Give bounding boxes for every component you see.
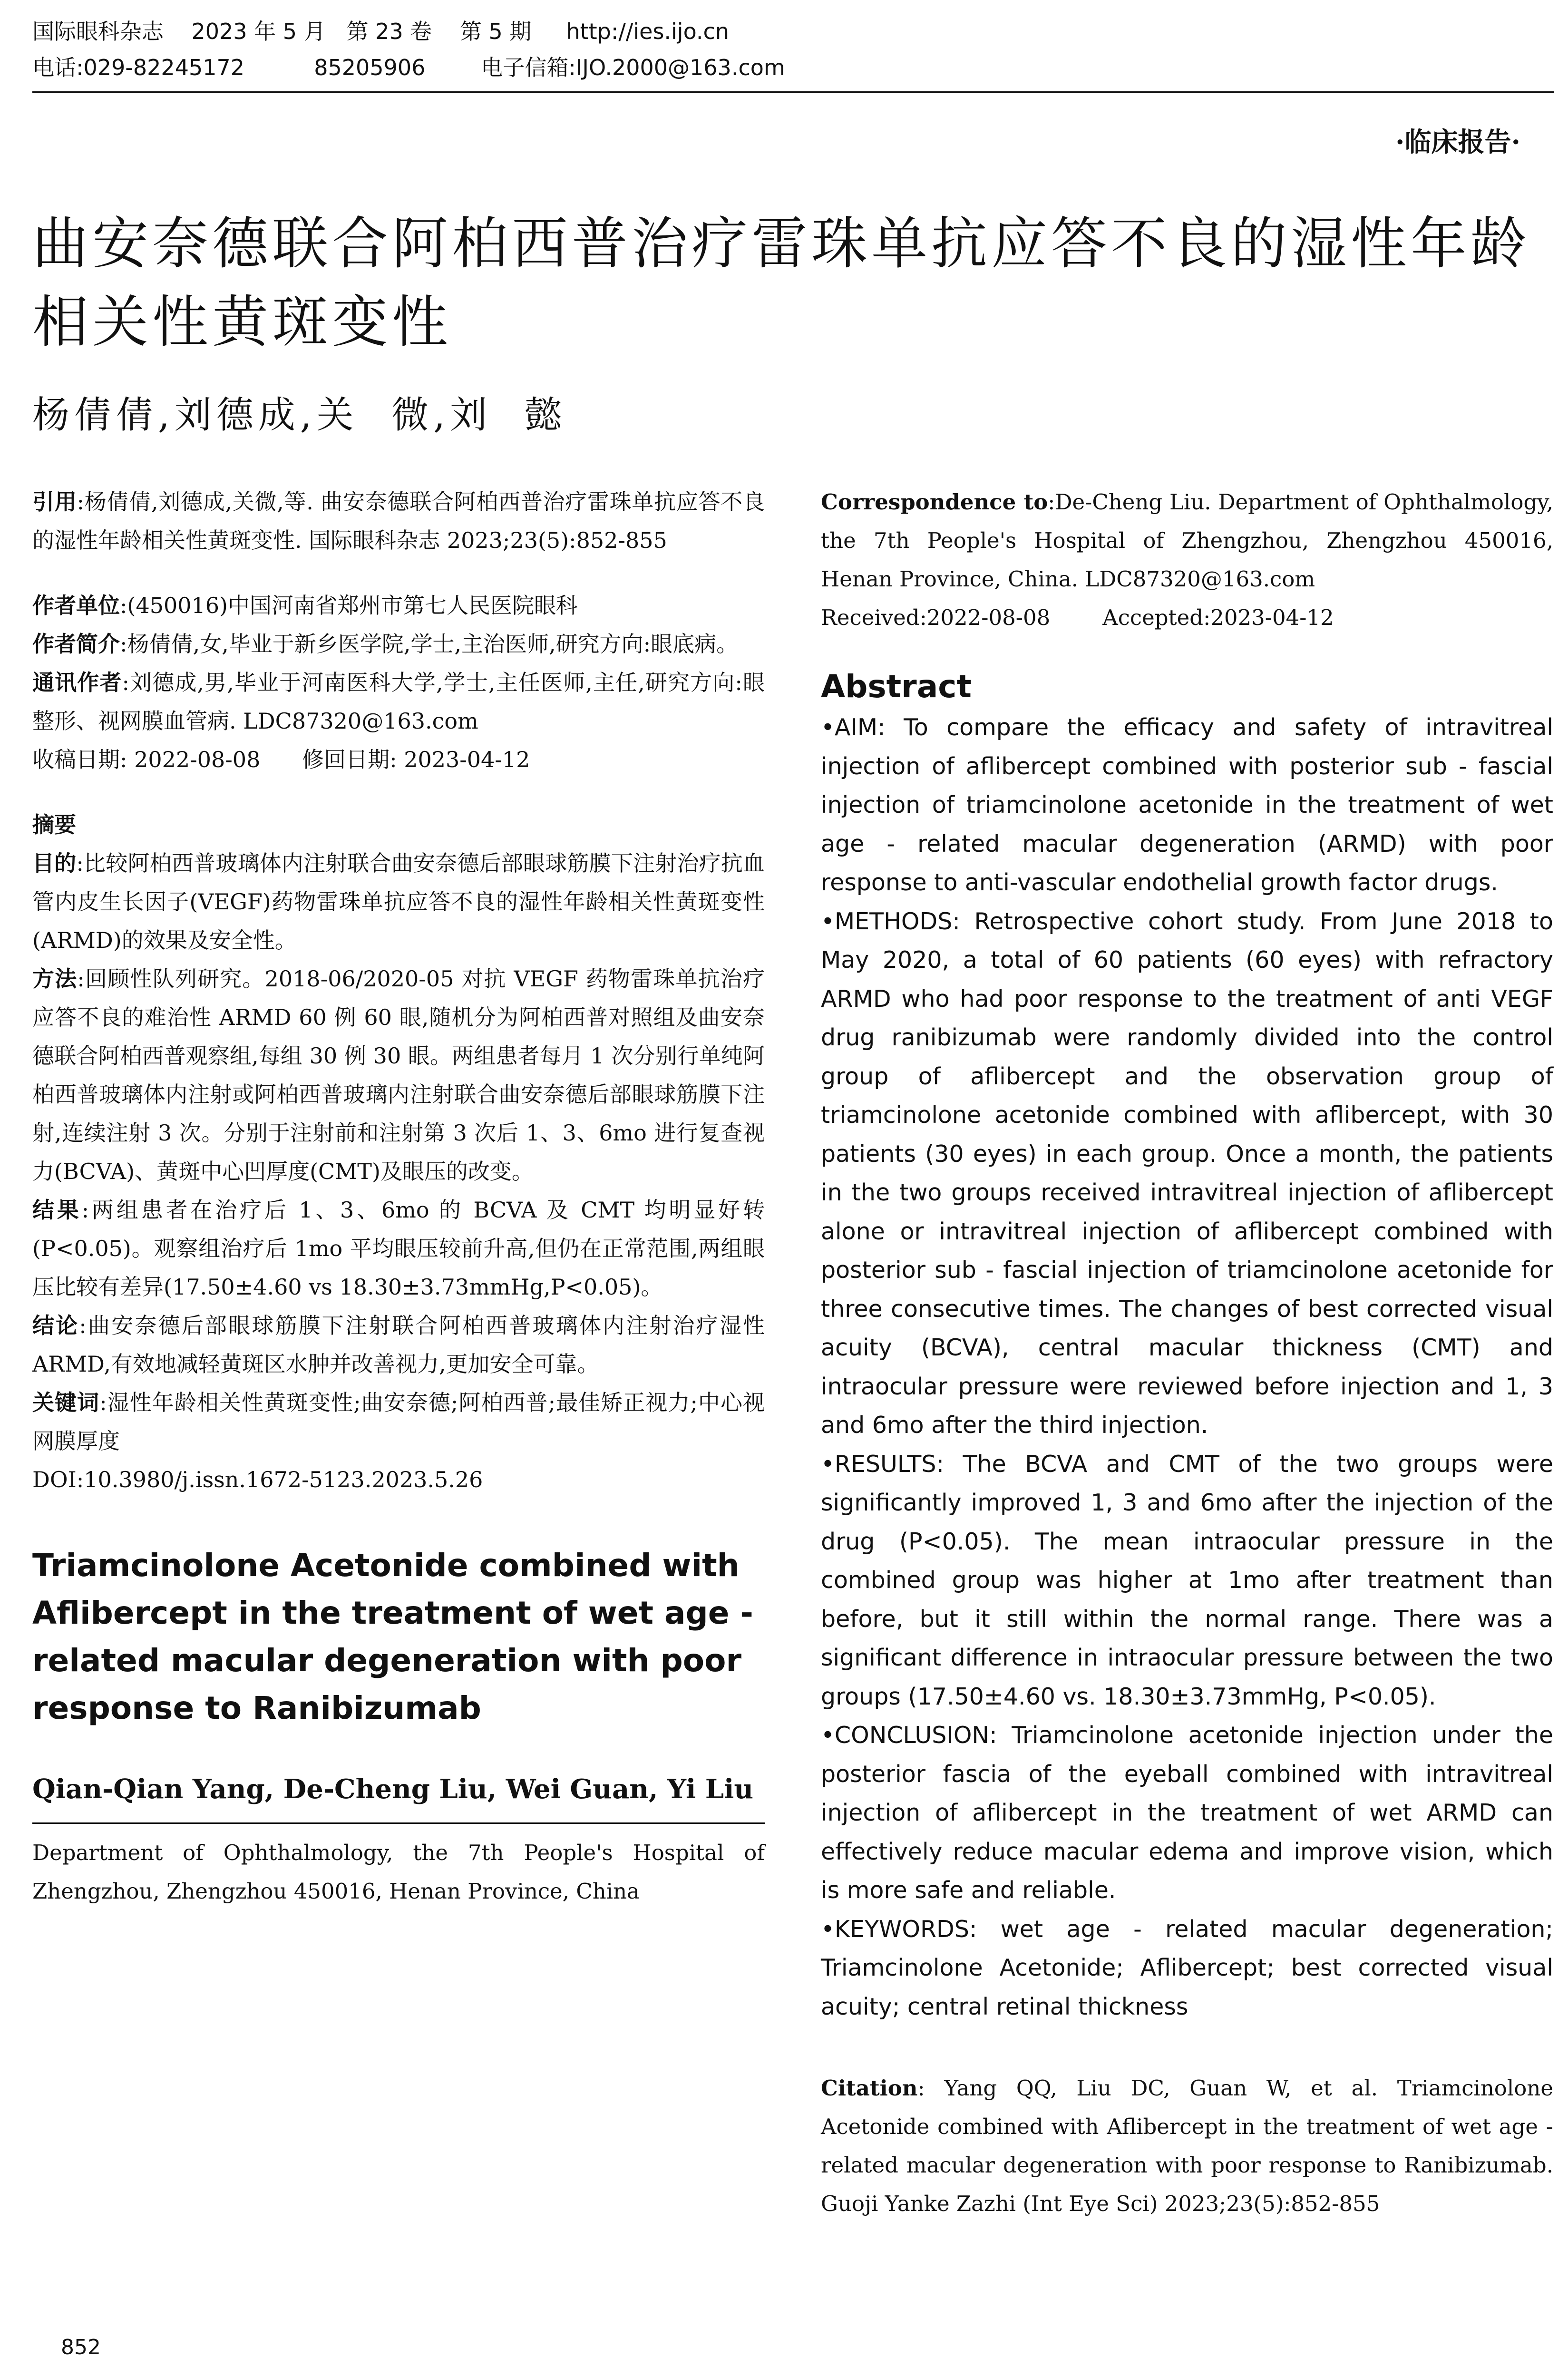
- accepted-date: Accepted:2023-04-12: [1102, 605, 1334, 630]
- aim-en-label: AIM: [834, 714, 878, 741]
- keywords-cn-label: 关键词: [32, 1390, 100, 1415]
- abstract-cn-results: [32, 1191, 765, 1306]
- citation-en-label: Citation: [821, 2075, 918, 2101]
- results-cn-label: 结果: [32, 1197, 82, 1223]
- conclusion-en-text: : Triamcinolone acetonide injection under the posterior fascia of the eyeball combined with intravitreal injection of aflibercept in the treatment of wet ARMD can effectively reduce macular edema and improve vision, which is more safe and reliable.: [821, 1722, 1553, 1904]
- abstract-cn-conclusion: [32, 1306, 765, 1383]
- methods-en-text: : Retrospective cohort study. From June 2018 to May 2020, a total of 60 patients (60 eyes) with refractory ARMD who had poor response to the treatment of anti VEGF drug ranibizumab were randomly divided into the control group of aflibercept and the observation group of triamcinolone acetonide combined with aflibercept, with 30 patients (30 eyes) in each group. Once a month, the patients in the two groups received intravitreal injection of aflibercept alone or intravitreal injection of aflibercept combined with posterior sub - fascial injection of triamcinolone acetonide for three consecutive times. The changes of best corrected visual acuity (BCVA), central macular thickness (CMT) and intraocular pressure were reviewed before injection and 1, 3 and 6mo after the third injection.: [821, 907, 1553, 1439]
- abstract-cn-keywords: [32, 1383, 765, 1461]
- received-accepted: [821, 598, 1553, 637]
- abstract-cn-heading: 摘要: [32, 812, 76, 838]
- bio-cn: [32, 625, 765, 663]
- corresponding-cn-label: 通讯作者: [32, 670, 122, 695]
- correspondence-en: [821, 483, 1553, 598]
- conclusion-cn-text: :曲安奈德后部眼球筋膜下注射联合阿柏西普玻璃体内注射治疗湿性 ARMD,有效地减轻黄斑区水肿并改善视力,更加安全可靠。: [32, 1313, 765, 1377]
- abstract-en-methods: [821, 902, 1553, 1445]
- results-en-label: RESULTS: [834, 1450, 936, 1478]
- right-column: [821, 483, 1553, 2223]
- results-en-text: : The BCVA and CMT of the two groups were significantly improved 1, 3 and 6mo after the injection of the drug (P<0.05). The mean intraocular pressure in the combined group was higher at 1mo after treatment than before, but it still within the normal range. There was a significant difference in intraocular pressure between the two groups (17.50±4.60 vs. 18.30±3.73mmHg, P<0.05).: [821, 1450, 1553, 1710]
- keywords-cn-text: :湿性年龄相关性黄斑变性;曲安奈德;阿柏西普;最佳矫正视力;中心视网膜厚度: [32, 1390, 765, 1454]
- abstract-en-aim: [821, 708, 1553, 902]
- received-date: Received:2022-08-08: [821, 605, 1051, 630]
- conclusion-cn-label: 结论: [32, 1313, 79, 1338]
- bio-cn-label: 作者简介: [32, 631, 120, 657]
- journal-header-line2: 电话:029-82245172 85205906 电子信箱:IJO.2000@163.com: [32, 55, 785, 80]
- abstract-en-conclusion: [821, 1716, 1553, 1910]
- abstract-en-results: [821, 1445, 1553, 1716]
- affiliation-cn: [32, 586, 765, 625]
- bio-cn-text: :杨倩倩,女,毕业于新乡医学院,学士,主治医师,研究方向:眼底病。: [120, 631, 739, 657]
- authors-en: Qian-Qian Yang, De-Cheng Liu, Wei Guan, Yi Liu: [32, 1773, 754, 1805]
- keywords-en-text: : wet age - related macular degeneration; Triamcinolone Acetonide; Aflibercept; best corrected visual acuity; central retinal thickness: [821, 1915, 1553, 2020]
- authors-cn: 杨倩倩,刘德成,关 微,刘 懿: [32, 394, 567, 437]
- results-cn-text: :两组患者在治疗后 1、3、6mo 的 BCVA 及 CMT 均明显好转(P<0.05)。观察组治疗后 1mo 平均眼压较前升高,但仍在正常范围,两组眼压比较有差异(17.50±4.60 vs 18.30±3.73mmHg,P<0.05)。: [32, 1197, 765, 1300]
- affiliation-en: Department of Ophthalmology, the 7th People's Hospital of Zhengzhou, Zhengzhou 450016, Henan Province, China: [32, 1840, 765, 1904]
- citation-cn-label: 引用: [32, 489, 77, 515]
- correspondence-en-text: :De-Cheng Liu. Department of Ophthalmology, the 7th People's Hospital of Zhengzhou, Zhengzhou 450016, Henan Province, China. LDC87320@163.com: [821, 489, 1554, 592]
- corresponding-cn: [32, 663, 765, 740]
- affiliation-cn-text: :(450016)中国河南省郑州市第七人民医院眼科: [120, 593, 578, 618]
- left-column: [32, 483, 765, 1910]
- correspondence-en-label: Correspondence to: [821, 489, 1048, 515]
- citation-cn-text: :杨倩倩,刘德成,关微,等. 曲安奈德联合阿柏西普治疗雷珠单抗应答不良的湿性年龄相关性黄斑变性. 国际眼科杂志 2023;23(5):852-855: [32, 489, 765, 553]
- conclusion-en-label: CONCLUSION: [834, 1722, 990, 1749]
- affiliation-cn-label: 作者单位: [32, 593, 120, 618]
- abstract-en-keywords: [821, 1910, 1553, 2026]
- dates-cn: 收稿日期: 2022-08-08 修回日期: 2023-04-12: [32, 747, 530, 772]
- aim-cn-label: 目的: [32, 850, 77, 876]
- citation-en-text: : Yang QQ, Liu DC, Guan W, et al. Triamcinolone Acetonide combined with Aflibercept in the treatment of wet age - related macular degeneration with poor response to Ranibizumab. Guoji Yanke Zazhi (Int Eye Sci) 2023;23(5):852-855: [821, 2075, 1553, 2216]
- keywords-en-label: KEYWORDS: [834, 1915, 969, 1943]
- citation-en: [821, 2069, 1553, 2223]
- page-number: 852: [61, 2335, 101, 2359]
- aim-en-text: : To compare the efficacy and safety of intravitreal injection of aflibercept combined with posterior sub - fascial injection of triamcinolone acetonide in the treatment of wet age - related macular degeneration (ARMD) with poor response to anti-vascular endothelial growth factor drugs.: [821, 714, 1553, 896]
- authors-rule: [32, 1822, 765, 1824]
- english-title: Triamcinolone Acetonide combined with Aflibercept in the treatment of wet age - related macular degeneration with poor response to Ranibizumab: [32, 1547, 753, 1726]
- methods-cn-label: 方法: [32, 966, 78, 992]
- section-tag: ·临床报告·: [1395, 127, 1520, 158]
- doi: DOI:10.3980/j.issn.1672-5123.2023.5.26: [32, 1467, 483, 1492]
- methods-en-label: METHODS: [834, 907, 953, 935]
- journal-header-line1: 国际眼科杂志 2023 年 5 月 第 23 卷 第 5 期 http://ies.ijo.cn: [32, 19, 729, 44]
- citation-cn: [32, 483, 765, 560]
- methods-cn-text: :回顾性队列研究。2018-06/2020-05 对抗 VEGF 药物雷珠单抗治疗应答不良的难治性 ARMD 60 例 60 眼,随机分为阿柏西普对照组及曲安奈德联合阿柏西普观察组,每组 30 例 30 眼。两组患者每月 1 次分别行单纯阿柏西普玻璃体内注射或阿柏西普玻璃内注射联合曲安奈德后部眼球筋膜下注射,连续注射 3 次。分别于注射前和注射第 3 次后 1、3、6mo 进行复查视力(BCVA)、黄斑中心凹厚度(CMT)及眼压的改变。: [32, 966, 765, 1184]
- abstract-cn-aim: [32, 844, 765, 960]
- header-rule: [32, 91, 1554, 93]
- aim-cn-text: :比较阿柏西普玻璃体内注射联合曲安奈德后部眼球筋膜下注射治疗抗血管内皮生长因子(VEGF)药物雷珠单抗应答不良的湿性年龄相关性黄斑变性(ARMD)的效果及安全性。: [32, 850, 765, 953]
- corresponding-cn-text: :刘德成,男,毕业于河南医科大学,学士,主任医师,主任,研究方向:眼整形、视网膜血管病. LDC87320@163.com: [32, 670, 765, 734]
- abstract-en-heading: Abstract: [821, 668, 972, 705]
- page-title: 曲安奈德联合阿柏西普治疗雷珠单抗应答不良的湿性年龄相关性黄斑变性: [32, 211, 1531, 355]
- abstract-cn-methods: [32, 960, 765, 1191]
